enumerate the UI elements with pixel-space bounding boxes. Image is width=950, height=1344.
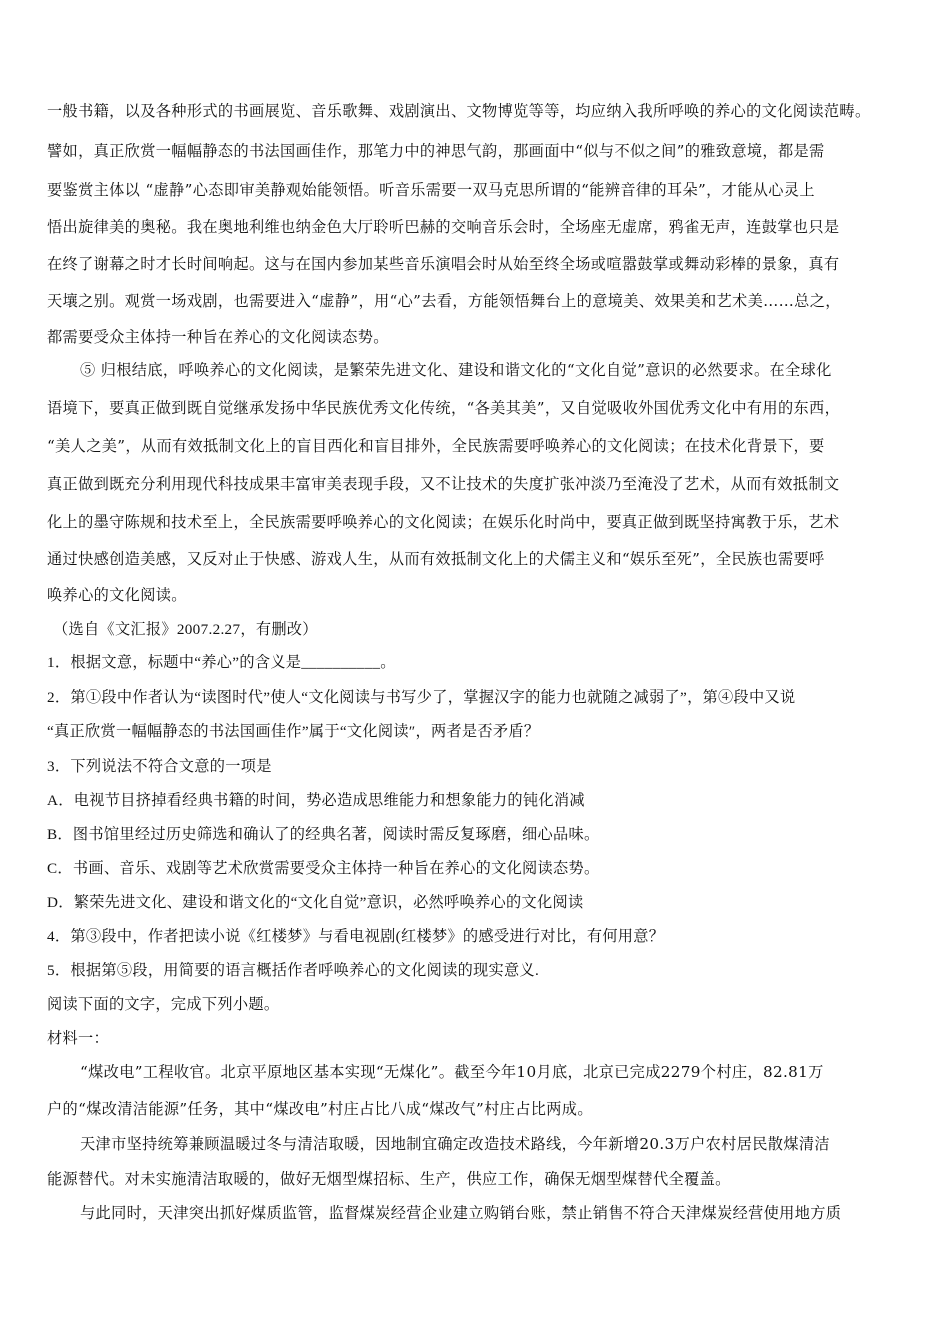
passage-line: 一般书籍，以及各种形式的书画展览、音乐歌舞、戏剧演出、文物博览等等，均应纳入我所呼唤的养心的文化阅读范畴。 bbox=[47, 102, 871, 120]
passage-line: “美人之美”，从而有效抵制文化上的盲目西化和盲目排外，全民族需要呼唤养心的文化阅读；在技术化背景下，要 bbox=[47, 437, 825, 455]
passage-line: 天壤之别。观赏一场戏剧，也需要进入“虚静”，用“心”去看，方能领悟舞台上的意境美、效果美和艺术美……总之， bbox=[47, 292, 841, 310]
question-2: 2．第①段中作者认为“读图时代”使人“文化阅读与书写少了，掌握汉字的能力也就随之减弱了”，第④段中又说 bbox=[47, 689, 796, 706]
material-line: 能源替代。对未实施清洁取暖的，做好无烟型煤招标、生产，供应工作，确保无烟型煤替代全覆盖。 bbox=[47, 1170, 731, 1188]
passage-line: 唤养心的文化阅读。 bbox=[47, 586, 187, 604]
passage-line: 悟出旋律美的奥秘。我在奥地利维也纳金色大厅聆听巴赫的交响音乐会时，全场座无虚席，鸦雀无声，连鼓掌也只是 bbox=[47, 218, 840, 236]
question-5: 5．根据第⑤段，用简要的语言概括作者呼唤养心的文化阅读的现实意义. bbox=[47, 962, 540, 979]
question-4: 4．第③段中，作者把读小说《红楼梦》与看电视剧(红楼梦》的感受进行对比，有何用意？ bbox=[47, 928, 665, 945]
material-line: 户的“煤改清洁能源”任务，其中“煤改电”村庄占比八成“煤改气”村庄占比两成。 bbox=[47, 1100, 593, 1118]
material-label: 材料一： bbox=[47, 1030, 109, 1047]
option-b: B．图书馆里经过历史筛选和确认了的经典名著，阅读时需反复琢磨，细心品味。 bbox=[47, 826, 600, 843]
passage-line: 真正做到既充分利用现代科技成果丰富审美表现手段，又不让技术的失度扩张冲淡乃至淹没了艺术，从而有效抵制文 bbox=[47, 475, 840, 493]
material-line: 与此同时，天津突出抓好煤质监管，监督煤炭经营企业建立购销台账，禁止销售不符合天津煤炭经营使用地方质 bbox=[80, 1204, 842, 1222]
passage-line: 譬如，真正欣赏一幅幅静态的书法国画佳作，那笔力中的神思气韵，那画面中“似与不似之间”的雅致意境，都是需 bbox=[47, 142, 825, 160]
option-d: D．繁荣先进文化、建设和谐文化的“文化自觉”意识，必然呼唤养心的文化阅读 bbox=[47, 894, 584, 911]
option-c: C．书画、音乐、戏剧等艺术欣赏需要受众主体持一种旨在养心的文化阅读态势。 bbox=[47, 860, 600, 877]
question-1: 1．根据文意，标题中“养心”的含义是__________。 bbox=[47, 654, 396, 671]
passage-line: 要鉴赏主体以 “虚静”心态即审美静观始能领悟。听音乐需要一双马克思所谓的“能辨音律的耳朵”，才能从心灵上 bbox=[47, 181, 815, 199]
passage-line: 通过快感创造美感，又反对止于快感、游戏人生，从而有效抵制文化上的犬儒主义和“娱乐至死”，全民族也需要呼 bbox=[47, 550, 825, 568]
question-3: 3．下列说法不符合文意的一项是 bbox=[47, 758, 272, 775]
section-instruction: 阅读下面的文字，完成下列小题。 bbox=[47, 996, 280, 1013]
passage-line: 都需要受众主体持一种旨在养心的文化阅读态势。 bbox=[47, 328, 389, 346]
question-2-cont: “真正欣赏一幅幅静态的书法国画佳作”属于“文化阅读″，两者是否矛盾？ bbox=[47, 723, 540, 740]
material-line: 天津市坚持统筹兼顾温暖过冬与清洁取暖，因地制宜确定改造技术路线，今年新增20.3万户农村居民散煤清洁 bbox=[80, 1135, 830, 1153]
material-line: “煤改电”工程收官。北京平原地区基本实现“无煤化”。截至今年10月底，北京已完成2279个村庄，82.81万 bbox=[80, 1063, 824, 1081]
passage-line: 化上的墨守陈规和技术至上，全民族需要呼唤养心的文化阅读；在娱乐化时尚中，要真正做到既坚持寓教于乐，艺术 bbox=[47, 513, 840, 531]
source-note: （选自《文汇报》2007.2.27，有删改） bbox=[53, 621, 318, 638]
passage-line: 语境下，要真正做到既自觉继承发扬中华民族优秀文化传统，“各美其美”，又自觉吸收外国优秀文化中有用的东西， bbox=[47, 399, 841, 417]
passage-line: ⑤ 归根结底，呼唤养心的文化阅读，是繁荣先进文化、建设和谐文化的“文化自觉”意识的必然要求。在全球化 bbox=[80, 361, 832, 379]
passage-line: 在终了谢幕之时才长时间响起。这与在国内参加某些音乐演唱会时从始至终全场或喧嚣鼓掌或舞动彩棒的景象，真有 bbox=[47, 255, 840, 273]
option-a: A．电视节目挤掉看经典书籍的时间，势必造成思维能力和想象能力的钝化消减 bbox=[47, 792, 585, 809]
